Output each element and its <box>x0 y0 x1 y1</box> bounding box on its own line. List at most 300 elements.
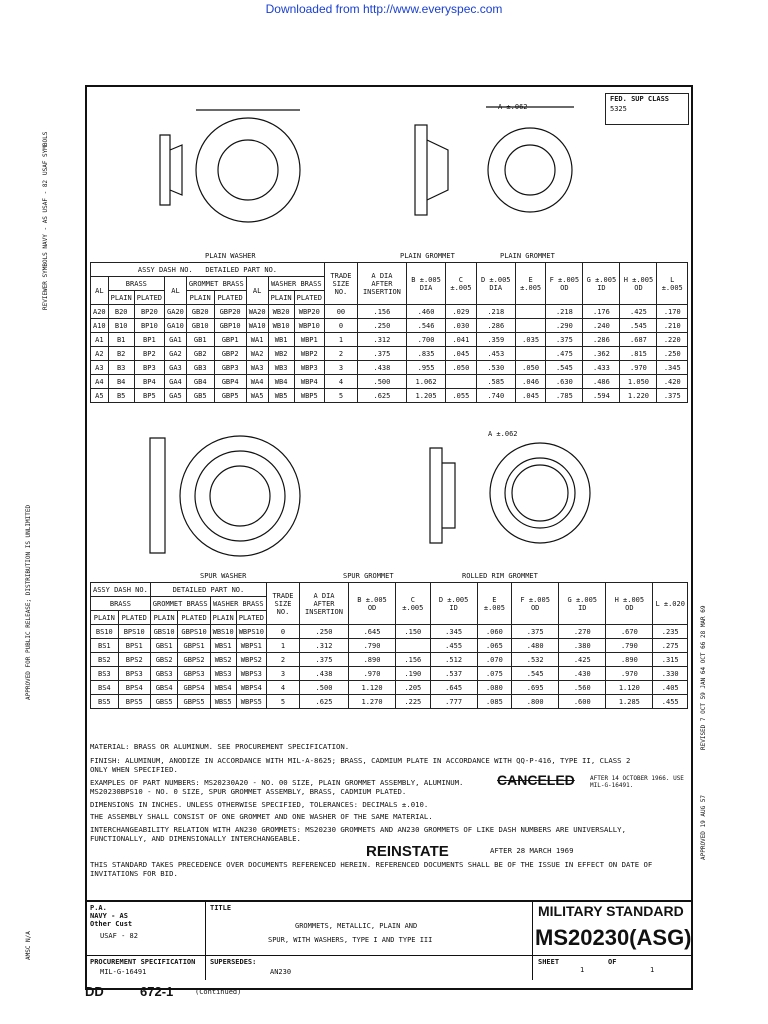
table-row <box>91 653 688 667</box>
al-header: AL <box>91 277 109 305</box>
washer-brass-header-2: WASHER BRASS <box>210 597 266 611</box>
table-cell: B2 <box>108 347 134 361</box>
table-cell: 1.220 <box>620 389 657 403</box>
table-cell: .970 <box>348 667 395 681</box>
fed-sup-class-value: 5325 <box>610 105 627 113</box>
table-cell: A5 <box>91 389 109 403</box>
washer-inner-circle <box>218 140 278 200</box>
table-cell: .545 <box>512 667 559 681</box>
table-cell: WBPS4 <box>236 681 266 695</box>
table-row <box>91 319 688 333</box>
table-cell: WBS10 <box>210 625 236 639</box>
revised-history: REVISED 7 OCT 59 JAN 64 OCT 66 28 MAR 69 <box>700 605 707 750</box>
fed-sup-class-label: FED. SUP CLASS <box>610 95 670 103</box>
table-cell: .970 <box>606 667 653 681</box>
table-cell: .218 <box>476 305 515 319</box>
spur-washer-label: SPUR WASHER <box>200 572 247 580</box>
e-header: E ±.005 <box>515 263 545 305</box>
table-cell: .777 <box>430 695 477 709</box>
table-cell <box>515 305 545 319</box>
proc-spec: MIL-G-16491 <box>100 968 147 976</box>
table-cell: .375 <box>546 333 583 347</box>
table-cell: 00 <box>324 305 357 319</box>
table-row <box>91 389 688 403</box>
table-cell: .438 <box>299 667 348 681</box>
table-cell: .600 <box>559 695 606 709</box>
washer-outer-circle <box>196 118 300 222</box>
plain-header: PLAIN <box>108 291 134 305</box>
table-cell: WB20 <box>268 305 294 319</box>
grommet-brass-header-2: GROMMET BRASS <box>150 597 210 611</box>
table-cell: WBP2 <box>294 347 324 361</box>
of: 1 <box>650 966 655 974</box>
table-cell: .290 <box>546 319 583 333</box>
l-header-2: L ±.020 <box>653 583 688 625</box>
table-cell <box>396 639 430 653</box>
canceled-note: AFTER 14 OCTOBER 1966. USE MIL-G-16491. <box>590 775 684 789</box>
table-cell: WBPS5 <box>236 695 266 709</box>
table-cell <box>446 375 476 389</box>
table-cell: A20 <box>91 305 109 319</box>
table-cell: WBPS10 <box>236 625 266 639</box>
plain-grommet-table <box>90 262 688 403</box>
table-cell: BS10 <box>91 625 119 639</box>
table-cell: B5 <box>108 389 134 403</box>
usaf-code: USAF - 82 <box>100 932 138 940</box>
table-cell: .176 <box>583 305 620 319</box>
table-cell: .030 <box>446 319 476 333</box>
table-cell: .594 <box>583 389 620 403</box>
table-cell: .345 <box>430 625 477 639</box>
table-cell: .800 <box>512 695 559 709</box>
table-cell: BPS2 <box>118 653 150 667</box>
sheet: 1 <box>580 966 585 974</box>
table-cell: 1.050 <box>620 375 657 389</box>
spur-washer-drawing <box>110 418 630 578</box>
table-cell: .065 <box>477 639 511 653</box>
table-cell: BP3 <box>134 361 164 375</box>
assy-dash-header-2: ASSY DASH NO. <box>91 583 151 597</box>
precedence-note-2: INVITATIONS FOR BID. <box>90 869 178 878</box>
table-cell: GB3 <box>186 361 214 375</box>
washer-brass-header: WASHER BRASS <box>268 277 324 291</box>
table-cell: .420 <box>657 375 688 389</box>
table-cell: .218 <box>546 305 583 319</box>
reviewer-symbols: REVIEWER SYMBOLS NAVY - AS USAF - 82 <box>42 179 49 310</box>
plated-header: PLATED <box>214 291 246 305</box>
b-header: B ±.005 DIA <box>406 263 445 305</box>
table-cell: 5 <box>324 389 357 403</box>
table-cell: .425 <box>559 653 606 667</box>
table-cell: WA5 <box>246 389 268 403</box>
table-cell: .315 <box>653 653 688 667</box>
table-cell: .460 <box>406 305 445 319</box>
a-dimension-label: A ±.062 <box>498 103 528 111</box>
table-cell: .330 <box>653 667 688 681</box>
table-cell: GB20 <box>186 305 214 319</box>
table-cell: BP2 <box>134 347 164 361</box>
table-cell: WA20 <box>246 305 268 319</box>
amsc: AMSC N/A <box>25 931 32 960</box>
table-cell: B3 <box>108 361 134 375</box>
table-cell: A10 <box>91 319 109 333</box>
table-cell: 0 <box>324 319 357 333</box>
a-header: A DIA AFTER INSERTION <box>357 263 406 305</box>
plain-header: PLAIN <box>186 291 214 305</box>
table-cell: .035 <box>515 333 545 347</box>
table-cell: .890 <box>606 653 653 667</box>
table-cell: GBP1 <box>214 333 246 347</box>
examples-note-2: MS20230BPS10 - NO. 0 SIZE, SPUR GROMMET ASSEMBLY, BRASS, CADMIUM PLATED. <box>90 787 407 796</box>
d-header: D ±.005 DIA <box>476 263 515 305</box>
trade-size-header-2: TRADE SIZE NO. <box>266 583 299 625</box>
table-cell: .645 <box>430 681 477 695</box>
table-cell: .362 <box>583 347 620 361</box>
table-cell: .785 <box>546 389 583 403</box>
table-cell: GBS3 <box>150 667 178 681</box>
canceled-stamp: CANCELED <box>497 772 575 788</box>
table-row <box>91 361 688 375</box>
table-cell: BS2 <box>91 653 119 667</box>
table-cell: GBP20 <box>214 305 246 319</box>
c-header: C ±.005 <box>446 263 476 305</box>
table-cell: 1.120 <box>606 681 653 695</box>
table-cell: .687 <box>620 333 657 347</box>
plated-header-2: PLATED <box>118 611 150 625</box>
table-cell: WBP20 <box>294 305 324 319</box>
table-row <box>91 695 688 709</box>
table-row <box>91 347 688 361</box>
table-cell: .286 <box>583 333 620 347</box>
table-cell: 1.062 <box>406 375 445 389</box>
washer-al-header: AL <box>246 277 268 305</box>
table-cell: GB4 <box>186 375 214 389</box>
table-cell: WBP5 <box>294 389 324 403</box>
f-header-2: F ±.005 OD <box>512 583 559 625</box>
table-cell: .430 <box>559 667 606 681</box>
pa-value: NAVY - AS <box>90 912 128 920</box>
material-note: MATERIAL: BRASS OR ALUMINUM. SEE PROCUREMENT SPECIFICATION. <box>90 742 350 751</box>
table-cell: .375 <box>512 625 559 639</box>
table-cell: WA10 <box>246 319 268 333</box>
h-header: H ±.005 OD <box>620 263 657 305</box>
table-cell: GB10 <box>186 319 214 333</box>
f-header: F ±.005 OD <box>546 263 583 305</box>
table-cell: WB5 <box>268 389 294 403</box>
table-cell: .695 <box>512 681 559 695</box>
plated-header: PLATED <box>134 291 164 305</box>
table-cell: .060 <box>477 625 511 639</box>
table-cell: WA1 <box>246 333 268 347</box>
table-cell: WBS3 <box>210 667 236 681</box>
table-cell: GBS10 <box>150 625 178 639</box>
g-header-2: G ±.005 ID <box>559 583 606 625</box>
table-cell: WBS1 <box>210 639 236 653</box>
table-cell: GA2 <box>165 347 187 361</box>
continued: (Continued) <box>195 988 242 996</box>
table-cell: GA20 <box>165 305 187 319</box>
table-cell: GA4 <box>165 375 187 389</box>
table-cell: WBPS3 <box>236 667 266 681</box>
table-cell: GBPS3 <box>178 667 210 681</box>
table-cell: 5 <box>266 695 299 709</box>
approved-public-release: APPROVED FOR PUBLIC RELEASE; DISTRIBUTION IS UNLIMITED <box>25 504 32 700</box>
h-header-2: H ±.005 OD <box>606 583 653 625</box>
table-cell: .645 <box>348 625 395 639</box>
table-cell: .835 <box>406 347 445 361</box>
table-cell: .790 <box>348 639 395 653</box>
table-cell: GBS1 <box>150 639 178 653</box>
table-cell: .453 <box>476 347 515 361</box>
table-cell <box>515 347 545 361</box>
table-cell: .085 <box>477 695 511 709</box>
table-cell: .156 <box>357 305 406 319</box>
table-cell: .286 <box>476 319 515 333</box>
interchange-note-2: FUNCTIONALLY, AND DIMENSIONALLY INTERCHANGEABLE. <box>90 834 301 843</box>
table-cell: GA10 <box>165 319 187 333</box>
table-cell: .512 <box>430 653 477 667</box>
table-cell: .740 <box>476 389 515 403</box>
table-cell: BPS3 <box>118 667 150 681</box>
table-cell <box>515 319 545 333</box>
table-cell: .170 <box>657 305 688 319</box>
table-cell: BPS5 <box>118 695 150 709</box>
table-cell: .625 <box>357 389 406 403</box>
table-cell: .045 <box>515 389 545 403</box>
spur-grommet-table <box>90 582 688 709</box>
table-row <box>91 681 688 695</box>
military-standard: MILITARY STANDARD <box>538 903 684 919</box>
table-cell: BPS4 <box>118 681 150 695</box>
d-header-2: D ±.005 ID <box>430 583 477 625</box>
a-dimension-label-2: A ±.062 <box>488 430 518 438</box>
table-cell: BS4 <box>91 681 119 695</box>
table-cell: .405 <box>653 681 688 695</box>
table-cell: .250 <box>657 347 688 361</box>
table-cell: .250 <box>299 625 348 639</box>
table-cell: 1 <box>324 333 357 347</box>
table-cell: .790 <box>606 639 653 653</box>
table-cell: .970 <box>620 361 657 375</box>
plain-header-2: PLAIN <box>150 611 178 625</box>
table-cell: GA5 <box>165 389 187 403</box>
table-row <box>91 625 688 639</box>
table-cell: GBS4 <box>150 681 178 695</box>
table-cell: .486 <box>583 375 620 389</box>
table-cell: .433 <box>583 361 620 375</box>
table-row <box>91 305 688 319</box>
table-cell: GBP5 <box>214 389 246 403</box>
rolled-rim-grommet-label: ROLLED RIM GROMMET <box>462 572 538 580</box>
table-cell: WA3 <box>246 361 268 375</box>
finish-note-2: ONLY WHEN SPECIFIED. <box>90 765 178 774</box>
table-cell: .955 <box>406 361 445 375</box>
dimensions-note: DIMENSIONS IN INCHES. UNLESS OTHERWISE SPECIFIED, TOLERANCES: DECIMALS ±.010. <box>90 800 429 809</box>
assy-dash-header: ASSY DASH NO. DETAILED PART NO. <box>91 263 325 277</box>
table-cell: .050 <box>446 361 476 375</box>
table-cell: GBPS1 <box>178 639 210 653</box>
table-row <box>91 375 688 389</box>
title-label: TITLE <box>210 904 232 912</box>
table-cell: BPS1 <box>118 639 150 653</box>
table-cell: .500 <box>357 375 406 389</box>
table-cell: GB2 <box>186 347 214 361</box>
plain-header-2: PLAIN <box>91 611 119 625</box>
table-cell: GA1 <box>165 333 187 347</box>
table-cell: WB1 <box>268 333 294 347</box>
a-header-2: A DIA AFTER INSERTION <box>299 583 348 625</box>
table-cell: 1 <box>266 639 299 653</box>
table-cell: .075 <box>477 667 511 681</box>
table-cell: .475 <box>546 347 583 361</box>
table-cell: 1.205 <box>406 389 445 403</box>
table-row <box>91 333 688 347</box>
brass-header-2: BRASS <box>91 597 151 611</box>
table-cell: 0 <box>266 625 299 639</box>
table-cell: GB5 <box>186 389 214 403</box>
reinstate-note: AFTER 28 MARCH 1969 <box>490 846 574 855</box>
plain-grommet-table-body <box>91 305 688 403</box>
spur-grommet-label: SPUR GROMMET <box>343 572 394 580</box>
ms-number: MS20230(ASG) <box>535 925 692 950</box>
table-cell: .560 <box>559 681 606 695</box>
table-cell: .220 <box>657 333 688 347</box>
table-cell: B10 <box>108 319 134 333</box>
table-cell: .050 <box>515 361 545 375</box>
table-cell: WB4 <box>268 375 294 389</box>
plain-washer-drawing <box>130 95 610 260</box>
table-cell: WBP4 <box>294 375 324 389</box>
table-cell: .532 <box>512 653 559 667</box>
table-cell: B4 <box>108 375 134 389</box>
table-cell: .546 <box>406 319 445 333</box>
detailed-part-header-2: DETAILED PART NO. <box>150 583 266 597</box>
table-cell: GBS2 <box>150 653 178 667</box>
plated-header: PLATED <box>294 291 324 305</box>
spur-grommet-table-body <box>91 625 688 709</box>
table-cell: .700 <box>406 333 445 347</box>
table-cell: .055 <box>446 389 476 403</box>
table-cell: GBP3 <box>214 361 246 375</box>
table-cell: A1 <box>91 333 109 347</box>
table-cell: WB10 <box>268 319 294 333</box>
plain-header-2: PLAIN <box>210 611 236 625</box>
c-header-2: C ±.005 <box>396 583 430 625</box>
table-cell: B1 <box>108 333 134 347</box>
plain-washer-label: PLAIN WASHER <box>205 252 256 260</box>
table-cell: 2 <box>266 653 299 667</box>
table-row <box>91 639 688 653</box>
table-cell: .375 <box>357 347 406 361</box>
table-cell: .312 <box>299 639 348 653</box>
table-cell: .210 <box>657 319 688 333</box>
table-cell: .455 <box>430 639 477 653</box>
table-cell: .815 <box>620 347 657 361</box>
precedence-note: THIS STANDARD TAKES PRECEDENCE OVER DOCUMENTS REFERENCED HEREIN. REFERENCED DOCUMENTS SHALL BE OF THE ISSUE IN EFFECT ON DATE OF <box>90 860 653 869</box>
table-cell: .150 <box>396 625 430 639</box>
table-cell: 3 <box>266 667 299 681</box>
download-link[interactable]: Downloaded from http://www.everyspec.com <box>265 2 503 16</box>
table-cell: WA2 <box>246 347 268 361</box>
table-cell: .455 <box>653 695 688 709</box>
supersedes: AN230 <box>270 968 292 976</box>
table-cell: .250 <box>357 319 406 333</box>
grommet-brass-header: GROMMET BRASS <box>186 277 246 291</box>
form-number: 672-1 <box>140 984 174 999</box>
reinstate-stamp: REINSTATE <box>366 843 449 860</box>
plain-header: PLAIN <box>268 291 294 305</box>
sheet-label: SHEET <box>538 958 560 966</box>
table-cell: BS1 <box>91 639 119 653</box>
examples-note: EXAMPLES OF PART NUMBERS: MS20230A20 - NO. 00 SIZE, PLAIN GROMMET ASSEMBLY, ALUMINUM. <box>90 778 464 787</box>
table-cell: BP20 <box>134 305 164 319</box>
plain-grommet-label-b: PLAIN GROMMET <box>500 252 555 260</box>
other-cust: Other Cust <box>90 920 133 928</box>
table-cell: BS3 <box>91 667 119 681</box>
grommet-al-header: AL <box>165 277 187 305</box>
table-cell: BP1 <box>134 333 164 347</box>
fed-sup-class-box <box>605 93 689 125</box>
table-cell: .312 <box>357 333 406 347</box>
table-cell: WA4 <box>246 375 268 389</box>
table-cell: 1.120 <box>348 681 395 695</box>
table-cell: BS5 <box>91 695 119 709</box>
table-cell: .380 <box>559 639 606 653</box>
table-cell: BP4 <box>134 375 164 389</box>
table-cell: .029 <box>446 305 476 319</box>
table-cell: WBP1 <box>294 333 324 347</box>
table-cell: WBP3 <box>294 361 324 375</box>
table-cell: GBS5 <box>150 695 178 709</box>
table-cell: A2 <box>91 347 109 361</box>
table-cell: .530 <box>476 361 515 375</box>
table-cell: WBS5 <box>210 695 236 709</box>
table-cell: GBP2 <box>214 347 246 361</box>
table-cell: .545 <box>620 319 657 333</box>
table-cell: .070 <box>477 653 511 667</box>
supersedes-label: SUPERSEDES: <box>210 958 257 966</box>
table-cell: .500 <box>299 681 348 695</box>
table-cell: GBPS10 <box>178 625 210 639</box>
table-cell: .585 <box>476 375 515 389</box>
table-cell: 1.285 <box>606 695 653 709</box>
table-cell: .670 <box>606 625 653 639</box>
table-cell: .375 <box>657 389 688 403</box>
table-cell: .205 <box>396 681 430 695</box>
table-cell: BPS10 <box>118 625 150 639</box>
table-cell: WB2 <box>268 347 294 361</box>
table-cell: 4 <box>266 681 299 695</box>
usaf-symbols: USAF SYMBOLS <box>42 131 49 175</box>
title-line-2: SPUR, WITH WASHERS, TYPE I AND TYPE III <box>268 936 433 944</box>
e-header-2: E ±.005 <box>477 583 511 625</box>
plated-header-2: PLATED <box>236 611 266 625</box>
table-cell: .045 <box>446 347 476 361</box>
brass-header: BRASS <box>108 277 164 291</box>
table-cell: .630 <box>546 375 583 389</box>
table-cell: .225 <box>396 695 430 709</box>
table-cell: .625 <box>299 695 348 709</box>
table-row <box>91 667 688 681</box>
dd-form: DD <box>85 984 104 999</box>
table-cell: .275 <box>653 639 688 653</box>
table-cell: .270 <box>559 625 606 639</box>
l-header: L ±.005 <box>657 263 688 305</box>
table-cell: GA3 <box>165 361 187 375</box>
table-cell: WBS2 <box>210 653 236 667</box>
table-cell: BP5 <box>134 389 164 403</box>
table-cell: WBP10 <box>294 319 324 333</box>
